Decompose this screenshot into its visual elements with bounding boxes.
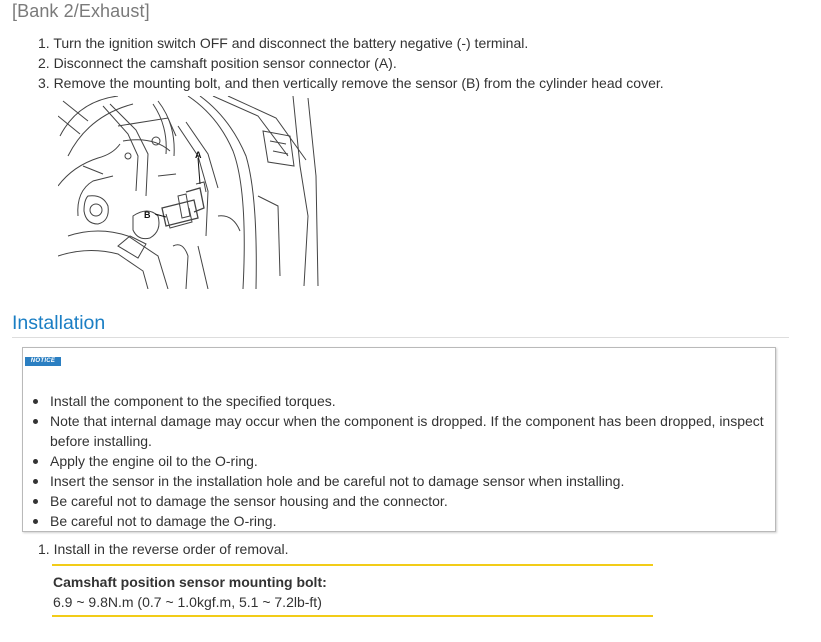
notice-item: Note that internal damage may occur when the component is dropped. If the component has been dropped, inspect before installing.	[33, 411, 774, 451]
installation-steps	[38, 539, 289, 559]
notice-item: Insert the sensor in the installation hole and be careful not to damage sensor when installing.	[33, 471, 774, 491]
torque-spec-value: 6.9 ~ 9.8N.m (0.7 ~ 1.0kgf.m, 5.1 ~ 7.2lb-ft)	[53, 594, 322, 610]
notice-item: Install the component to the specified torques.	[33, 391, 774, 411]
label-b-sensor: B	[144, 210, 151, 220]
notice-item: Be careful not to damage the sensor housing and the connector.	[33, 491, 774, 511]
torque-spec-box	[52, 564, 653, 617]
removal-step-3: 3. Remove the mounting bolt, and then vertically remove the sensor (B) from the cylinder head cover.	[38, 75, 664, 91]
notice-item: Be careful not to damage the O-ring.	[33, 511, 774, 531]
camshaft-sensor-illustration	[58, 96, 320, 289]
notice-item: Apply the engine oil to the O-ring.	[33, 451, 774, 471]
label-a-connector: A	[195, 150, 202, 160]
removal-steps	[38, 33, 664, 93]
torque-spec-title: Camshaft position sensor mounting bolt:	[53, 574, 327, 590]
removal-step-1: 1. Turn the ignition switch OFF and disconnect the battery negative (-) terminal.	[38, 35, 529, 51]
installation-heading: Installation	[12, 312, 106, 334]
removal-step-2: 2. Disconnect the camshaft position sensor connector (A).	[38, 55, 397, 71]
section-title: [Bank 2/Exhaust]	[12, 1, 150, 21]
heading-divider	[12, 337, 789, 338]
installation-step-1: 1. Install in the reverse order of removal.	[38, 541, 289, 557]
notice-badge: NOTICE	[25, 357, 61, 366]
notice-box	[22, 347, 776, 532]
notice-list	[33, 391, 774, 531]
